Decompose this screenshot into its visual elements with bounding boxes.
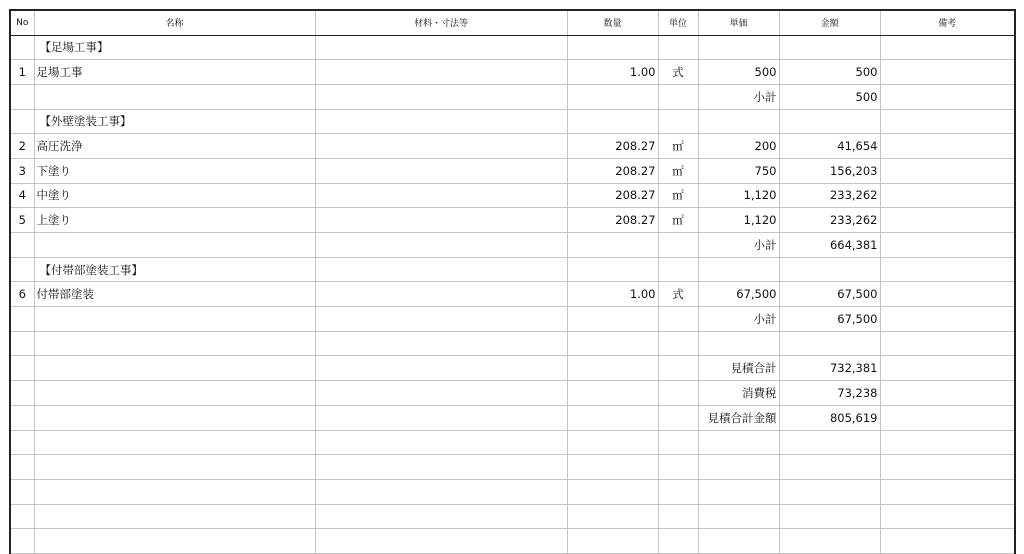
cell-qty[interactable] [567, 356, 658, 381]
cell-no[interactable] [10, 381, 34, 406]
cell-unit[interactable] [658, 529, 698, 554]
table-row [10, 356, 1015, 381]
cell-qty[interactable]: 208.27 [567, 208, 658, 233]
cell-note[interactable] [880, 60, 1015, 85]
cell-material[interactable] [315, 183, 567, 208]
cell-unit[interactable] [658, 430, 698, 455]
cell-note[interactable] [880, 381, 1015, 406]
cell-material[interactable] [315, 60, 567, 85]
cell-material[interactable] [315, 331, 567, 356]
cell-qty[interactable]: 1.00 [567, 60, 658, 85]
cell-unit[interactable]: 式 [658, 282, 698, 307]
cell-no[interactable] [10, 257, 34, 282]
header-row [10, 10, 1015, 35]
cell-amount[interactable] [779, 430, 880, 455]
header-qty: 数量 [567, 10, 658, 35]
cell-note[interactable] [880, 331, 1015, 356]
table-row [10, 35, 1015, 60]
cell-unit[interactable] [658, 504, 698, 529]
table-row [10, 405, 1015, 430]
header-unit: 単位 [658, 10, 698, 35]
cell-name[interactable]: 【足場工事】 [34, 35, 315, 60]
cell-name[interactable] [34, 84, 315, 109]
cell-unit[interactable]: 式 [658, 60, 698, 85]
cell-name[interactable]: 【外壁塗装工事】 [34, 109, 315, 134]
cell-note[interactable] [880, 233, 1015, 258]
cell-no[interactable] [10, 331, 34, 356]
cell-name[interactable] [34, 529, 315, 554]
cell-amount[interactable]: 67,500 [779, 307, 880, 332]
cell-qty[interactable] [567, 430, 658, 455]
cell-no[interactable] [10, 455, 34, 480]
cell-name[interactable] [34, 504, 315, 529]
cell-amount[interactable] [779, 529, 880, 554]
cell-amount[interactable]: 233,262 [779, 208, 880, 233]
cell-material[interactable] [315, 504, 567, 529]
cell-name[interactable] [34, 307, 315, 332]
cell-amount[interactable]: 500 [779, 60, 880, 85]
cell-note[interactable] [880, 356, 1015, 381]
cell-qty[interactable]: 208.27 [567, 158, 658, 183]
table-row [10, 183, 1015, 208]
cell-qty[interactable] [567, 84, 658, 109]
cell-material[interactable] [315, 257, 567, 282]
cell-note[interactable] [880, 158, 1015, 183]
cell-price[interactable] [698, 529, 779, 554]
cell-qty[interactable]: 1.00 [567, 282, 658, 307]
cell-material[interactable] [315, 529, 567, 554]
cell-amount[interactable]: 664,381 [779, 233, 880, 258]
cell-material[interactable] [315, 84, 567, 109]
cell-no[interactable] [10, 430, 34, 455]
cell-note[interactable] [880, 282, 1015, 307]
table-row [10, 282, 1015, 307]
cell-material[interactable] [315, 35, 567, 60]
cell-note[interactable] [880, 208, 1015, 233]
cell-unit[interactable] [658, 109, 698, 134]
cell-qty[interactable]: 208.27 [567, 134, 658, 159]
cell-price[interactable]: 小計 [698, 307, 779, 332]
cell-note[interactable] [880, 257, 1015, 282]
cell-qty[interactable] [567, 233, 658, 258]
cell-price[interactable] [698, 430, 779, 455]
cell-no[interactable] [10, 529, 34, 554]
cell-price[interactable] [698, 109, 779, 134]
cell-amount[interactable] [779, 109, 880, 134]
cell-unit[interactable] [658, 381, 698, 406]
cell-note[interactable] [880, 430, 1015, 455]
cell-name[interactable] [34, 405, 315, 430]
cell-name[interactable] [34, 479, 315, 504]
cell-name[interactable] [34, 356, 315, 381]
estimate-table [9, 9, 1016, 554]
cell-material[interactable] [315, 405, 567, 430]
cell-unit[interactable] [658, 233, 698, 258]
cell-amount[interactable]: 233,262 [779, 183, 880, 208]
cell-note[interactable] [880, 307, 1015, 332]
cell-price[interactable]: 消費税 [698, 381, 779, 406]
cell-price[interactable]: 小計 [698, 233, 779, 258]
cell-no[interactable]: 6 [10, 282, 34, 307]
cell-note[interactable] [880, 109, 1015, 134]
cell-qty[interactable] [567, 405, 658, 430]
header-material: 材料・寸法等 [315, 10, 567, 35]
cell-material[interactable] [315, 158, 567, 183]
cell-name[interactable] [34, 430, 315, 455]
header-price: 単価 [698, 10, 779, 35]
cell-no[interactable]: 2 [10, 134, 34, 159]
cell-unit[interactable] [658, 35, 698, 60]
table-row [10, 257, 1015, 282]
cell-no[interactable] [10, 233, 34, 258]
cell-qty[interactable] [567, 455, 658, 480]
table-row [10, 208, 1015, 233]
cell-price[interactable]: 67,500 [698, 282, 779, 307]
cell-name[interactable] [34, 455, 315, 480]
cell-unit[interactable] [658, 307, 698, 332]
cell-material[interactable] [315, 307, 567, 332]
cell-price[interactable] [698, 479, 779, 504]
cell-unit[interactable]: ㎡ [658, 208, 698, 233]
cell-unit[interactable] [658, 405, 698, 430]
cell-qty[interactable] [567, 257, 658, 282]
cell-price[interactable]: 小計 [698, 84, 779, 109]
cell-qty[interactable] [567, 529, 658, 554]
table-row [10, 331, 1015, 356]
cell-unit[interactable]: ㎡ [658, 134, 698, 159]
cell-name[interactable]: 上塗り [34, 208, 315, 233]
table-row [10, 158, 1015, 183]
cell-price[interactable]: 1,120 [698, 208, 779, 233]
cell-material[interactable] [315, 455, 567, 480]
cell-name[interactable]: 下塗り [34, 158, 315, 183]
cell-amount[interactable] [779, 455, 880, 480]
cell-price[interactable] [698, 331, 779, 356]
cell-price[interactable]: 見積合計 [698, 356, 779, 381]
cell-name[interactable]: 付帯部塗装 [34, 282, 315, 307]
cell-name[interactable]: 高圧洗浄 [34, 134, 315, 159]
cell-unit[interactable] [658, 455, 698, 480]
table-row [10, 504, 1015, 529]
cell-no[interactable] [10, 307, 34, 332]
header-amount: 金額 [779, 10, 880, 35]
table-row [10, 529, 1015, 554]
cell-no[interactable]: 3 [10, 158, 34, 183]
cell-note[interactable] [880, 504, 1015, 529]
cell-material[interactable] [315, 233, 567, 258]
cell-qty[interactable] [567, 109, 658, 134]
cell-no[interactable] [10, 109, 34, 134]
cell-unit[interactable] [658, 479, 698, 504]
cell-unit[interactable] [658, 356, 698, 381]
cell-no[interactable] [10, 504, 34, 529]
cell-amount[interactable] [779, 504, 880, 529]
cell-material[interactable] [315, 282, 567, 307]
cell-amount[interactable] [779, 35, 880, 60]
cell-amount[interactable]: 156,203 [779, 158, 880, 183]
cell-material[interactable] [315, 430, 567, 455]
cell-note[interactable] [880, 455, 1015, 480]
cell-price[interactable]: 750 [698, 158, 779, 183]
cell-no[interactable]: 5 [10, 208, 34, 233]
cell-amount[interactable]: 73,238 [779, 381, 880, 406]
cell-price[interactable]: 1,120 [698, 183, 779, 208]
cell-qty[interactable] [567, 479, 658, 504]
cell-note[interactable] [880, 134, 1015, 159]
table-row [10, 134, 1015, 159]
cell-qty[interactable] [567, 381, 658, 406]
cell-note[interactable] [880, 529, 1015, 554]
cell-amount[interactable]: 67,500 [779, 282, 880, 307]
cell-qty[interactable] [567, 331, 658, 356]
cell-name[interactable]: 中塗り [34, 183, 315, 208]
table-body [10, 35, 1015, 553]
cell-no[interactable]: 1 [10, 60, 34, 85]
cell-name[interactable]: 【付帯部塗装工事】 [34, 257, 315, 282]
cell-qty[interactable] [567, 504, 658, 529]
table-row [10, 84, 1015, 109]
cell-amount[interactable]: 500 [779, 84, 880, 109]
table-row [10, 233, 1015, 258]
cell-note[interactable] [880, 84, 1015, 109]
cell-note[interactable] [880, 35, 1015, 60]
cell-material[interactable] [315, 208, 567, 233]
table-row [10, 60, 1015, 85]
cell-amount[interactable] [779, 331, 880, 356]
cell-unit[interactable] [658, 331, 698, 356]
header-no: No [10, 10, 34, 35]
cell-unit[interactable] [658, 257, 698, 282]
cell-price[interactable] [698, 35, 779, 60]
cell-amount[interactable] [779, 257, 880, 282]
cell-qty[interactable] [567, 35, 658, 60]
cell-note[interactable] [880, 479, 1015, 504]
table-row [10, 430, 1015, 455]
cell-qty[interactable]: 208.27 [567, 183, 658, 208]
table-row [10, 381, 1015, 406]
cell-price[interactable]: 200 [698, 134, 779, 159]
cell-qty[interactable] [567, 307, 658, 332]
cell-price[interactable]: 見積合計金額 [698, 405, 779, 430]
cell-amount[interactable]: 732,381 [779, 356, 880, 381]
cell-unit[interactable]: ㎡ [658, 183, 698, 208]
cell-name[interactable]: 足場工事 [34, 60, 315, 85]
cell-name[interactable] [34, 331, 315, 356]
cell-material[interactable] [315, 356, 567, 381]
cell-name[interactable] [34, 381, 315, 406]
cell-amount[interactable] [779, 479, 880, 504]
cell-amount[interactable]: 805,619 [779, 405, 880, 430]
cell-material[interactable] [315, 479, 567, 504]
cell-price[interactable]: 500 [698, 60, 779, 85]
cell-no[interactable] [10, 479, 34, 504]
cell-material[interactable] [315, 381, 567, 406]
cell-unit[interactable]: ㎡ [658, 158, 698, 183]
cell-no[interactable] [10, 405, 34, 430]
cell-price[interactable] [698, 504, 779, 529]
cell-no[interactable] [10, 356, 34, 381]
table-row [10, 479, 1015, 504]
cell-note[interactable] [880, 405, 1015, 430]
cell-note[interactable] [880, 183, 1015, 208]
cell-unit[interactable] [658, 84, 698, 109]
cell-name[interactable] [34, 233, 315, 258]
cell-no[interactable]: 4 [10, 183, 34, 208]
cell-material[interactable] [315, 134, 567, 159]
header-name: 名称 [34, 10, 315, 35]
cell-no[interactable] [10, 84, 34, 109]
cell-no[interactable] [10, 35, 34, 60]
table-row [10, 455, 1015, 480]
header-note: 備考 [880, 10, 1015, 35]
table-row [10, 109, 1015, 134]
cell-material[interactable] [315, 109, 567, 134]
table-row [10, 307, 1015, 332]
cell-price[interactable] [698, 257, 779, 282]
cell-price[interactable] [698, 455, 779, 480]
cell-amount[interactable]: 41,654 [779, 134, 880, 159]
